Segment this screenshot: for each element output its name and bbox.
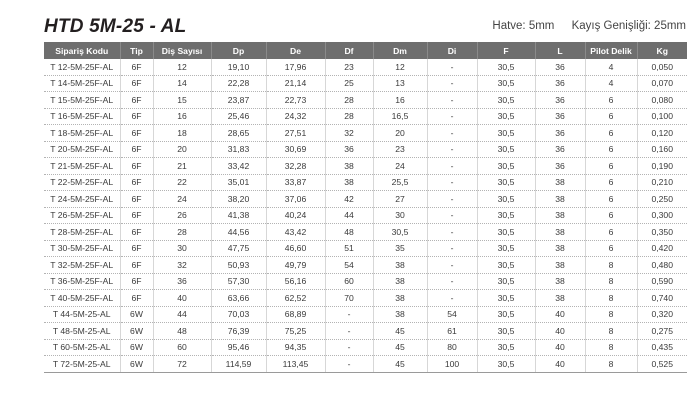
table-row — [44, 224, 687, 241]
table-cell: - — [325, 306, 373, 323]
table-cell: 0,740 — [637, 290, 687, 307]
table-cell: 72 — [153, 356, 211, 373]
table-cell: 48 — [153, 323, 211, 340]
table-cell: 0,190 — [637, 158, 687, 175]
table-cell: 46,60 — [266, 240, 325, 257]
table-cell: T 72-5M-25-AL — [44, 356, 120, 373]
table-cell: 68,89 — [266, 306, 325, 323]
table-cell: 24 — [373, 158, 427, 175]
table-cell: 6 — [585, 125, 637, 142]
table-cell: 32,28 — [266, 158, 325, 175]
table-cell: 6F — [120, 273, 153, 290]
table-cell: 40 — [535, 339, 585, 356]
table-cell: 27,51 — [266, 125, 325, 142]
table-cell: 8 — [585, 257, 637, 274]
table-cell: 45 — [373, 339, 427, 356]
table-cell: 0,160 — [637, 141, 687, 158]
table-cell: T 20-5M-25F-AL — [44, 141, 120, 158]
table-cell: 80 — [427, 339, 477, 356]
table-cell: - — [427, 224, 477, 241]
table-cell: 51 — [325, 240, 373, 257]
table-cell: 6 — [585, 158, 637, 175]
table-cell: 0,070 — [637, 75, 687, 92]
column-header: Diş Sayısı — [153, 42, 211, 59]
table-cell: 6F — [120, 174, 153, 191]
table-row — [44, 141, 687, 158]
table-cell: 36 — [535, 125, 585, 142]
table-cell: 36 — [535, 75, 585, 92]
table-cell: - — [427, 75, 477, 92]
table-cell: 16 — [153, 108, 211, 125]
table-cell: 14 — [153, 75, 211, 92]
table-cell: 30,5 — [477, 323, 535, 340]
table-cell: 43,42 — [266, 224, 325, 241]
table-cell: 30,5 — [477, 108, 535, 125]
table-cell: T 18-5M-25F-AL — [44, 125, 120, 142]
column-header: L — [535, 42, 585, 59]
table-cell: 30,5 — [477, 174, 535, 191]
table-cell: 6 — [585, 174, 637, 191]
table-cell: 0,050 — [637, 59, 687, 75]
table-cell: 6F — [120, 224, 153, 241]
table-cell: 60 — [325, 273, 373, 290]
table-cell: 8 — [585, 290, 637, 307]
table-cell: 6F — [120, 141, 153, 158]
table-cell: 60 — [153, 339, 211, 356]
page-title: HTD 5M-25 - AL — [44, 16, 187, 37]
table-cell: 40 — [535, 356, 585, 373]
table-cell: 30,5 — [477, 92, 535, 109]
table-cell: - — [427, 273, 477, 290]
belt-width-spec: Kayış Genişliği: 25mm — [571, 20, 686, 32]
table-cell: 0,210 — [637, 174, 687, 191]
table-cell: 28 — [325, 92, 373, 109]
table-header-row — [44, 42, 687, 59]
table-cell: 30,5 — [477, 356, 535, 373]
table-cell: 30,5 — [477, 125, 535, 142]
table-cell: T 36-5M-25F-AL — [44, 273, 120, 290]
table-cell: 36 — [535, 59, 585, 75]
table-row — [44, 125, 687, 142]
table-cell: T 21-5M-25F-AL — [44, 158, 120, 175]
table-cell: 25 — [325, 75, 373, 92]
table-cell: 38 — [535, 240, 585, 257]
table-cell: 30,5 — [477, 158, 535, 175]
column-header: De — [266, 42, 325, 59]
table-cell: - — [427, 207, 477, 224]
table-cell: 8 — [585, 306, 637, 323]
table-cell: 38 — [535, 257, 585, 274]
table-cell: 16,5 — [373, 108, 427, 125]
table-cell: 8 — [585, 339, 637, 356]
table-row — [44, 75, 687, 92]
table-cell: T 22-5M-25F-AL — [44, 174, 120, 191]
table-cell: - — [427, 240, 477, 257]
table-cell: T 12-5M-25F-AL — [44, 59, 120, 75]
table-cell: 36 — [535, 92, 585, 109]
table-cell: 21,14 — [266, 75, 325, 92]
table-cell: 0,080 — [637, 92, 687, 109]
table-cell: - — [427, 191, 477, 208]
table-cell: 70 — [325, 290, 373, 307]
table-cell: 30,5 — [477, 191, 535, 208]
table-cell: - — [427, 108, 477, 125]
table-cell: 38 — [535, 224, 585, 241]
table-cell: T 40-5M-25F-AL — [44, 290, 120, 307]
table-cell: 6W — [120, 306, 153, 323]
table-row — [44, 108, 687, 125]
table-cell: 40 — [153, 290, 211, 307]
table-cell: 50,93 — [211, 257, 266, 274]
table-row — [44, 59, 687, 75]
table-cell: 6 — [585, 207, 637, 224]
table-cell: 6W — [120, 323, 153, 340]
table-cell: 38 — [373, 273, 427, 290]
table-cell: T 16-5M-25F-AL — [44, 108, 120, 125]
table-cell: 36 — [535, 141, 585, 158]
table-cell: 17,96 — [266, 59, 325, 75]
column-header: Df — [325, 42, 373, 59]
table-cell: 0,320 — [637, 306, 687, 323]
table-cell: 0,100 — [637, 108, 687, 125]
table-cell: 30,5 — [477, 290, 535, 307]
table-cell: 30,5 — [373, 224, 427, 241]
table-cell: 8 — [585, 273, 637, 290]
column-header: Tip — [120, 42, 153, 59]
column-header: Kg — [637, 42, 687, 59]
table-cell: 20 — [153, 141, 211, 158]
table-cell: 44 — [325, 207, 373, 224]
table-cell: 44,56 — [211, 224, 266, 241]
table-cell: 0,350 — [637, 224, 687, 241]
table-cell: 33,87 — [266, 174, 325, 191]
table-cell: 24,32 — [266, 108, 325, 125]
table-cell: 63,66 — [211, 290, 266, 307]
table-cell: 6 — [585, 92, 637, 109]
table-cell: 6F — [120, 59, 153, 75]
table-cell: 35,01 — [211, 174, 266, 191]
table-cell: 0,300 — [637, 207, 687, 224]
table-cell: 0,275 — [637, 323, 687, 340]
table-cell: 24 — [153, 191, 211, 208]
table-cell: 75,25 — [266, 323, 325, 340]
table-row — [44, 339, 687, 356]
table-cell: 62,52 — [266, 290, 325, 307]
table-body — [44, 59, 687, 372]
table-cell: 6W — [120, 339, 153, 356]
table-cell: 38 — [373, 306, 427, 323]
column-header: Pilot Delik — [585, 42, 637, 59]
table-cell: 38 — [535, 191, 585, 208]
table-cell: 36 — [535, 158, 585, 175]
table-cell: 114,59 — [211, 356, 266, 373]
table-cell: 30,5 — [477, 240, 535, 257]
table-row — [44, 92, 687, 109]
table-cell: 100 — [427, 356, 477, 373]
table-cell: T 44-5M-25-AL — [44, 306, 120, 323]
pulley-spec-table — [44, 42, 687, 373]
table-cell: 6W — [120, 356, 153, 373]
table-cell: 30,5 — [477, 339, 535, 356]
table-cell: - — [325, 356, 373, 373]
table-cell: T 15-5M-25F-AL — [44, 92, 120, 109]
table-cell: 70,03 — [211, 306, 266, 323]
table-cell: 38 — [535, 290, 585, 307]
table-cell: 76,39 — [211, 323, 266, 340]
table-cell: 30,5 — [477, 75, 535, 92]
table-cell: 31,83 — [211, 141, 266, 158]
table-cell: 0,120 — [637, 125, 687, 142]
table-cell: 38 — [325, 158, 373, 175]
table-cell: T 26-5M-25F-AL — [44, 207, 120, 224]
table-cell: 30,5 — [477, 207, 535, 224]
table-cell: 30,5 — [477, 306, 535, 323]
table-cell: 57,30 — [211, 273, 266, 290]
table-cell: 28,65 — [211, 125, 266, 142]
table-cell: - — [427, 290, 477, 307]
table-cell: 27 — [373, 191, 427, 208]
table-cell: 0,525 — [637, 356, 687, 373]
table-cell: 26 — [153, 207, 211, 224]
table-cell: 16 — [373, 92, 427, 109]
table-cell: T 60-5M-25-AL — [44, 339, 120, 356]
table-cell: 30 — [153, 240, 211, 257]
table-cell: 23,87 — [211, 92, 266, 109]
table-cell: T 30-5M-25F-AL — [44, 240, 120, 257]
table-cell: 42 — [325, 191, 373, 208]
table-cell: 54 — [427, 306, 477, 323]
table-cell: 6F — [120, 158, 153, 175]
table-cell: 4 — [585, 59, 637, 75]
table-cell: 113,45 — [266, 356, 325, 373]
table-cell: 23 — [373, 141, 427, 158]
table-cell: 38 — [535, 174, 585, 191]
table-cell: 40,24 — [266, 207, 325, 224]
table-row — [44, 207, 687, 224]
table-row — [44, 257, 687, 274]
table-cell: 30,5 — [477, 141, 535, 158]
table-cell: 6F — [120, 290, 153, 307]
table-cell: 38 — [535, 273, 585, 290]
table-cell: 94,35 — [266, 339, 325, 356]
table-cell: 6F — [120, 207, 153, 224]
table-cell: - — [427, 59, 477, 75]
table-row — [44, 273, 687, 290]
table-cell: 0,480 — [637, 257, 687, 274]
table-cell: - — [427, 92, 477, 109]
table-cell: 54 — [325, 257, 373, 274]
table-cell: 6 — [585, 191, 637, 208]
table-cell: 22,73 — [266, 92, 325, 109]
table-cell: 30,5 — [477, 273, 535, 290]
table-row — [44, 174, 687, 191]
table-cell: 45 — [373, 323, 427, 340]
table-cell: 48 — [325, 224, 373, 241]
table-row — [44, 306, 687, 323]
table-cell: 6 — [585, 141, 637, 158]
table-row — [44, 240, 687, 257]
table-cell: 35 — [373, 240, 427, 257]
table-cell: 38 — [535, 207, 585, 224]
table-row — [44, 323, 687, 340]
table-cell: 95,46 — [211, 339, 266, 356]
table-cell: 8 — [585, 356, 637, 373]
table-cell: 20 — [373, 125, 427, 142]
table-cell: 6F — [120, 108, 153, 125]
table-cell: 21 — [153, 158, 211, 175]
table-cell: 8 — [585, 323, 637, 340]
table-row — [44, 158, 687, 175]
table-cell: 6 — [585, 108, 637, 125]
table-cell: 28 — [153, 224, 211, 241]
table-cell: 12 — [153, 59, 211, 75]
table-cell: 56,16 — [266, 273, 325, 290]
table-cell: 19,10 — [211, 59, 266, 75]
column-header: Sipariş Kodu — [44, 42, 120, 59]
column-header: Dm — [373, 42, 427, 59]
table-cell: 61 — [427, 323, 477, 340]
table-cell: 6F — [120, 75, 153, 92]
table-cell: 38 — [373, 290, 427, 307]
table-cell: 47,75 — [211, 240, 266, 257]
table-cell: T 32-5M-25F-AL — [44, 257, 120, 274]
column-header: Di — [427, 42, 477, 59]
column-header: Dp — [211, 42, 266, 59]
table-cell: 6 — [585, 224, 637, 241]
table-cell: 25,5 — [373, 174, 427, 191]
table-cell: - — [427, 257, 477, 274]
pitch-spec: Hatve: 5mm — [492, 20, 555, 32]
table-cell: T 14-5M-25F-AL — [44, 75, 120, 92]
table-cell: 44 — [153, 306, 211, 323]
table-cell: 32 — [153, 257, 211, 274]
table-cell: 40 — [535, 323, 585, 340]
table-cell: T 24-5M-25F-AL — [44, 191, 120, 208]
table-cell: 38,20 — [211, 191, 266, 208]
table-cell: 22,28 — [211, 75, 266, 92]
table-row — [44, 356, 687, 373]
table-cell: 23 — [325, 59, 373, 75]
table-cell: 18 — [153, 125, 211, 142]
table-cell: 0,250 — [637, 191, 687, 208]
table-cell: 22 — [153, 174, 211, 191]
table-cell: 4 — [585, 75, 637, 92]
table-cell: 0,420 — [637, 240, 687, 257]
table-cell: 25,46 — [211, 108, 266, 125]
table-cell: - — [427, 141, 477, 158]
table-cell: 49,79 — [266, 257, 325, 274]
table-cell: 41,38 — [211, 207, 266, 224]
table-cell: 6F — [120, 92, 153, 109]
table-cell: 37,06 — [266, 191, 325, 208]
table-cell: 36 — [325, 141, 373, 158]
table-cell: T 28-5M-25F-AL — [44, 224, 120, 241]
table-cell: 45 — [373, 356, 427, 373]
table-cell: 30 — [373, 207, 427, 224]
table-cell: 36 — [535, 108, 585, 125]
table-cell: 6F — [120, 191, 153, 208]
table-cell: 6F — [120, 257, 153, 274]
table-cell: 6F — [120, 125, 153, 142]
table-cell: 0,435 — [637, 339, 687, 356]
table-cell: 6F — [120, 240, 153, 257]
table-cell: 38 — [325, 174, 373, 191]
table-cell: 38 — [373, 257, 427, 274]
table-row — [44, 191, 687, 208]
table-row — [44, 290, 687, 307]
table-cell: 6 — [585, 240, 637, 257]
table-cell: 30,5 — [477, 257, 535, 274]
table-cell: 12 — [373, 59, 427, 75]
table-cell: - — [427, 125, 477, 142]
table-cell: 33,42 — [211, 158, 266, 175]
table-cell: 32 — [325, 125, 373, 142]
column-header: F — [477, 42, 535, 59]
table-cell: 40 — [535, 306, 585, 323]
table-cell: 30,5 — [477, 59, 535, 75]
table-cell: 15 — [153, 92, 211, 109]
table-cell: 36 — [153, 273, 211, 290]
table-cell: - — [325, 323, 373, 340]
spec-summary — [492, 20, 686, 32]
table-cell: 30,69 — [266, 141, 325, 158]
table-cell: - — [325, 339, 373, 356]
table-cell: - — [427, 158, 477, 175]
table-cell: - — [427, 174, 477, 191]
table-cell: 30,5 — [477, 224, 535, 241]
table-cell: 13 — [373, 75, 427, 92]
table-cell: 0,590 — [637, 273, 687, 290]
table-cell: 28 — [325, 108, 373, 125]
table-cell: T 48-5M-25-AL — [44, 323, 120, 340]
